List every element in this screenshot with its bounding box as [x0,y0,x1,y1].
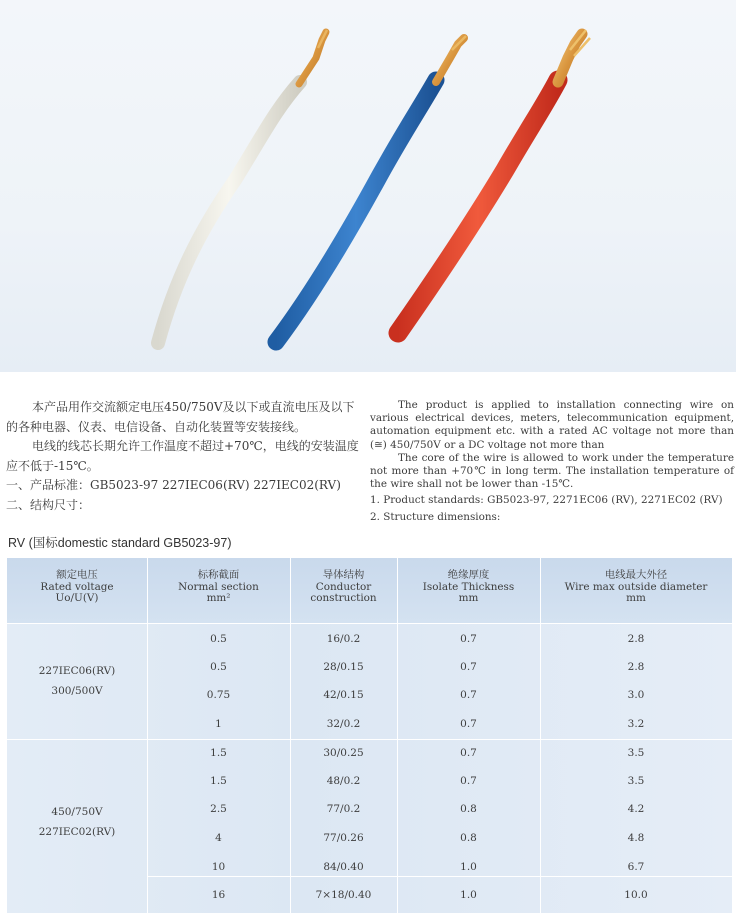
table-cell: 16 [211,889,226,901]
table-cell: 1.5 [210,747,227,759]
intro-en-p4: 2. Structure dimensions: [370,510,501,523]
table-cell: 48/0.2 [326,775,361,787]
header-conductor: 导体结构 Conductor construction [310,569,377,604]
table-cell: 6.7 [627,861,645,873]
voltage-group-1: 227IEC06(RV) 300/500V [38,665,116,697]
column-divider [397,558,398,913]
intro-en-p3: 1. Product standards: GB5023-97, 2271EC06 (RV), 2271EC02 (RV) [370,494,723,507]
table-cell: 0.7 [460,775,477,787]
table-title: RV (国标domestic standard GB5023-97) [8,536,232,550]
table-cell: 0.5 [210,633,227,645]
table-cell: 0.7 [460,718,477,730]
table-cell: 30/0.25 [323,747,364,759]
table-cell: 0.7 [460,689,477,701]
header-max-diameter: 电线最大外径 Wire max outside diameter mm [564,569,708,604]
row-divider [147,876,732,877]
table-cell: 7×18/0.40 [315,889,372,901]
table-cell: 0.5 [210,661,227,673]
header-rated-voltage: 额定电压 Rated voltage Uo/U(V) [40,569,114,604]
table-cell: 1.0 [460,889,477,901]
row-divider [7,623,732,624]
table-cell: 0.7 [460,633,477,645]
table-cell: 2.5 [210,803,227,815]
table-cell: 3.0 [627,689,645,701]
row-divider [7,739,732,740]
intro-en-p1: The product is applied to installation connecting wire on various electrical devices, meters, telecommunication equipment, automation equipment etc. with a rated AC voltage not more than (≅) 450/750V or a DC voltage not more than [370,399,734,451]
table-cell: 42/0.15 [323,689,364,701]
table-cell: 3.5 [627,775,645,787]
table-cell: 1.0 [460,861,477,873]
table-cell: 1 [215,718,222,730]
table-cell: 4.8 [627,832,645,844]
column-divider [147,558,148,913]
table-cell: 77/0.26 [323,832,364,844]
intro-cn-p3: 一、产品标准：GB5023-97 227IEC06(RV) 227IEC02(RV) [6,478,341,492]
header-isolate-thickness: 绝缘厚度 Isolate Thickness mm [422,569,515,604]
column-divider [540,558,541,913]
table-cell: 0.7 [460,747,477,759]
intro-chinese [6,398,362,515]
voltage-group-2: 450/750V 227IEC02(RV) [38,806,116,838]
table-cell: 4 [215,832,222,844]
intro-cn-p4: 二、结构尺寸： [6,497,91,512]
intro-en-p2: The core of the wire is allowed to work under the temperature not more than +70℃ in long term. The installation temperature of the wire shall not be lower than -15℃. [370,451,734,491]
intro-english [370,399,734,524]
table-cell: 2.8 [627,633,645,645]
table-cell: 2.8 [627,661,645,673]
table-cell: 4.2 [627,803,645,815]
table-cell: 16/0.2 [326,633,361,645]
header-normal-section: 标称截面 Normal section mm² [178,569,259,604]
intro-cn-p1: 本产品用作交流额定电压450/750V及以下或直流电压及以下的各种电器、仪表、电信设备、自动化装置等安装接线。 [6,400,355,434]
table-cell: 84/0.40 [323,861,364,873]
table-cell: 0.7 [460,661,477,673]
intro-cn-p2: 电线的线芯长期允许工作温度不超过+70℃，电线的安装温度应不低于-15℃。 [6,439,359,473]
wires-illustration [0,0,736,372]
table-cell: 0.8 [460,832,477,844]
table-cell: 10 [211,861,226,873]
table-cell: 28/0.15 [323,661,364,673]
table-cell: 10.0 [624,889,648,901]
table-cell: 3.2 [627,718,645,730]
product-photo [0,0,736,372]
table-cell: 0.75 [206,689,231,701]
table-cell: 0.8 [460,803,477,815]
table-cell: 32/0.2 [326,718,361,730]
table-cell: 1.5 [210,775,227,787]
column-divider [290,558,291,913]
spec-table [7,558,732,913]
table-cell: 3.5 [627,747,645,759]
white-wire [158,82,300,343]
table-cell: 77/0.2 [326,803,361,815]
